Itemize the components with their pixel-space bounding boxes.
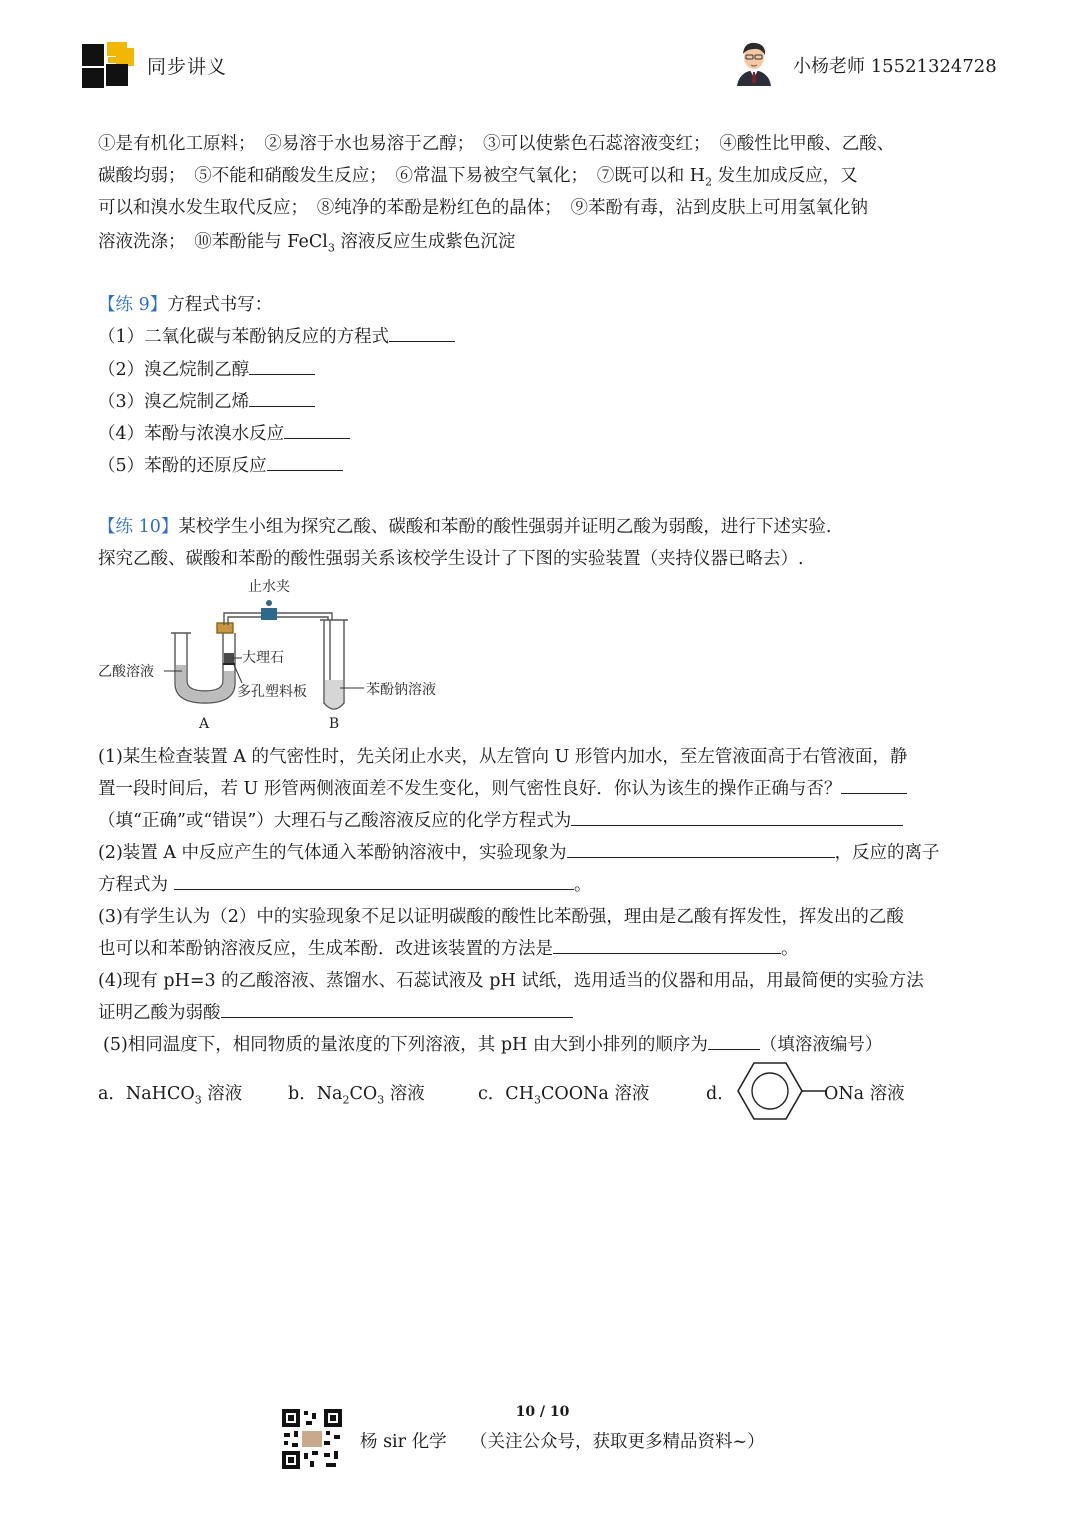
exercise-10-intro: 【练 10】某校学生小组为探究乙酸、碳酸和苯酚的酸性强弱并证明乙酸为弱酸，进行下述实验.: [98, 517, 832, 537]
clamp-icon: [261, 600, 277, 620]
properties-line-2: 碳酸均弱； ⑤不能和硝酸发生反应； ⑥常温下易被空气氧化； ⑦既可以和 $H_2$ 发生加成反应，又: [98, 166, 858, 189]
answer-blank: [249, 373, 315, 375]
question-5: (5)相同温度下，相同物质的量浓度的下列溶液，其 pH 由大到小排列的顺序为 （填溶液编号）: [103, 1035, 883, 1055]
option-c: c．$CH_3COONa$ 溶液: [478, 1084, 650, 1107]
marble-label: 大理石: [242, 650, 284, 666]
exercise-tag: 【练 9】: [98, 295, 168, 315]
question-3-line-1: (3)有学生认为（2）中的实验现象不足以证明碳酸的酸性比苯酚强，理由是乙酸有挥发性，挥发出的乙酸: [98, 907, 904, 927]
exercise-9-item: （1）二氧化碳与苯酚钠反应的方程式: [98, 323, 455, 348]
answer-blank: [267, 469, 343, 471]
question-1-line-1: (1)某生检查装置 A 的气密性时，先关闭止水夹，从左管向 U 形管内加水，至左管液面高于右管液面，静: [98, 747, 908, 767]
header-title: 同步讲义: [147, 56, 228, 78]
teacher-avatar-icon: [731, 38, 777, 86]
question-2-line-2: 方程式为 。: [98, 875, 592, 895]
answer-blank: [249, 405, 315, 407]
question-1-line-3: （填“正确”或“错误”）大理石与乙酸溶液反应的化学方程式为: [98, 807, 903, 832]
experiment-apparatus-diagram: [96, 575, 456, 735]
question-4-line-1: (4)现有 pH=3 的乙酸溶液、蒸馏水、石蕊试液及 pH 试纸，选用适当的仪器和用品，用最简便的实验方法: [98, 971, 924, 991]
benzene-ring-icon: [736, 1060, 828, 1122]
answer-blank: [284, 437, 350, 439]
acetic-acid-label: 乙酸溶液: [98, 664, 154, 680]
footer-note: （关注公众号，获取更多精品资料~）: [470, 1432, 765, 1452]
properties-line-1: ①是有机化工原料； ②易溶于水也易溶于乙醇； ③可以使紫色石蕊溶液变红； ④酸性比甲酸、乙酸、: [98, 134, 895, 154]
answer-blank: [174, 888, 574, 890]
sodium-phenoxide-label: 苯酚钠溶液: [366, 682, 436, 698]
answer-blank: [221, 1016, 573, 1018]
porous-plate-label: 多孔塑料板: [237, 684, 307, 700]
exercise-9-item: （4）苯酚与浓溴水反应: [98, 420, 350, 445]
clamp-label: 止水夹: [248, 579, 290, 595]
answer-blank: [708, 1048, 760, 1050]
question-4-line-2: 证明乙酸为弱酸: [98, 999, 573, 1024]
footer-brand: 杨 sir 化学: [360, 1432, 447, 1452]
answer-blank: [567, 856, 835, 858]
answer-blank: [389, 340, 455, 342]
answer-blank: [571, 824, 903, 826]
option-a: a．NaHCO$_3$ 溶液: [98, 1084, 243, 1107]
exercise-10-intro-2: 探究乙酸、碳酸和苯酚的酸性强弱关系该校学生设计了下图的实验装置（夹持仪器已略去）.: [98, 549, 804, 569]
question-1-line-2: 置一段时间后，若 U 形管两侧液面差不发生变化，则气密性良好．你认为该生的操作正确与否？: [98, 775, 907, 800]
properties-line-4: 溶液洗涤； ⑩苯酚能与 FeCl$_3$ 溶液反应生成紫色沉淀: [98, 232, 516, 255]
brand-logo-icon: [80, 40, 136, 90]
option-b: b．$Na_2CO_3$ 溶液: [288, 1084, 425, 1107]
apparatus-a-label: A: [198, 716, 210, 732]
qr-code-icon: [280, 1407, 344, 1471]
answer-blank: [841, 792, 907, 794]
exercise-9-item: （5）苯酚的还原反应: [98, 452, 343, 477]
apparatus-b-label: B: [328, 716, 340, 732]
question-3-line-2: 也可以和苯酚钠溶液反应，生成苯酚．改进该装置的方法是 。: [98, 939, 799, 959]
page-number: 10 / 10: [515, 1404, 570, 1420]
exercise-9-item: （2）溴乙烷制乙醇: [98, 356, 315, 381]
teacher-contact: 小杨老师 15521324728: [793, 56, 997, 77]
answer-blank: [553, 952, 781, 954]
question-2-line-1: (2)装置 A 中反应产生的气体通入苯酚钠溶液中，实验现象为 ，反应的离子: [98, 843, 940, 863]
properties-line-3: 可以和溴水发生取代反应； ⑧纯净的苯酚是粉红色的晶体； ⑨苯酚有毒，沾到皮肤上可用氢氧化钠: [98, 198, 868, 218]
exercise-9-item: （3）溴乙烷制乙烯: [98, 388, 315, 413]
option-d-group: ONa 溶液: [824, 1084, 905, 1104]
option-d-label: d．: [706, 1084, 735, 1104]
exercise-9-heading: 【练 9】方程式书写：: [98, 295, 273, 315]
exercise-tag: 【练 10】: [98, 517, 179, 537]
